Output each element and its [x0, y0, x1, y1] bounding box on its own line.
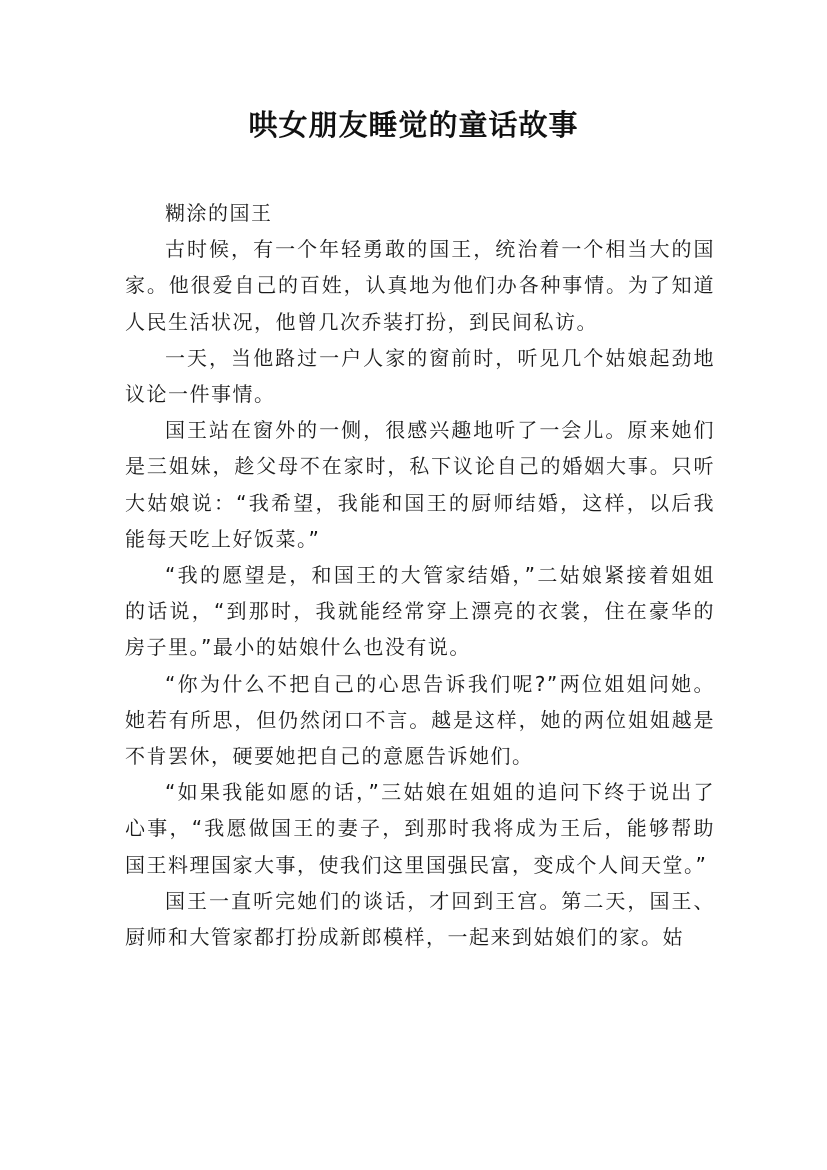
story-heading: 糊涂的国王	[165, 201, 273, 225]
document-body	[125, 195, 715, 955]
paragraph: 国王一直听完她们的谈话，才回到王宫。第二天，国王、厨师和大管家都打扮成新郎模样，一起来到姑娘们的家。姑	[125, 888, 715, 950]
paragraph: 古时候，有一个年轻勇敢的国王，统治着一个相当大的国家。他很爱自己的百姓，认真地为他们办各种事情。为了知道人民生活状况，他曾几次乔装打扮，到民间私访。	[125, 237, 715, 334]
document-title: 哄女朋友睡觉的童话故事	[248, 108, 579, 142]
paragraph: “如果我能如愿的话，”三姑娘在姐姐的追问下终于说出了心事，“我愿做国王的妻子，到那时我将成为王后，能够帮助国王料理国家大事，使我们这里国强民富，变成个人间天堂。”	[125, 780, 715, 877]
paragraph: “我的愿望是，和国王的大管家结婚，”二姑娘紧接着姐姐的话说，“到那时，我就能经常穿上漂亮的衣裳，住在豪华的房子里。”最小的姑娘什么也没有说。	[125, 563, 715, 660]
paragraph: 一天，当他路过一户人家的窗前时，听见几个姑娘起劲地议论一件事情。	[125, 345, 715, 407]
paragraph: “你为什么不把自己的心思告诉我们呢?”两位姐姐问她。她若有所思，但仍然闭口不言。越是这样，她的两位姐姐越是不肯罢休，硬要她把自己的意愿告诉她们。	[125, 671, 715, 769]
paragraph: 国王站在窗外的一侧，很感兴趣地听了一会儿。原来她们是三姐妹，趁父母不在家时，私下议论自己的婚姻大事。只听大姑娘说：“我希望，我能和国王的厨师结婚，这样，以后我能每天吃上好饭菜。”	[125, 418, 715, 551]
